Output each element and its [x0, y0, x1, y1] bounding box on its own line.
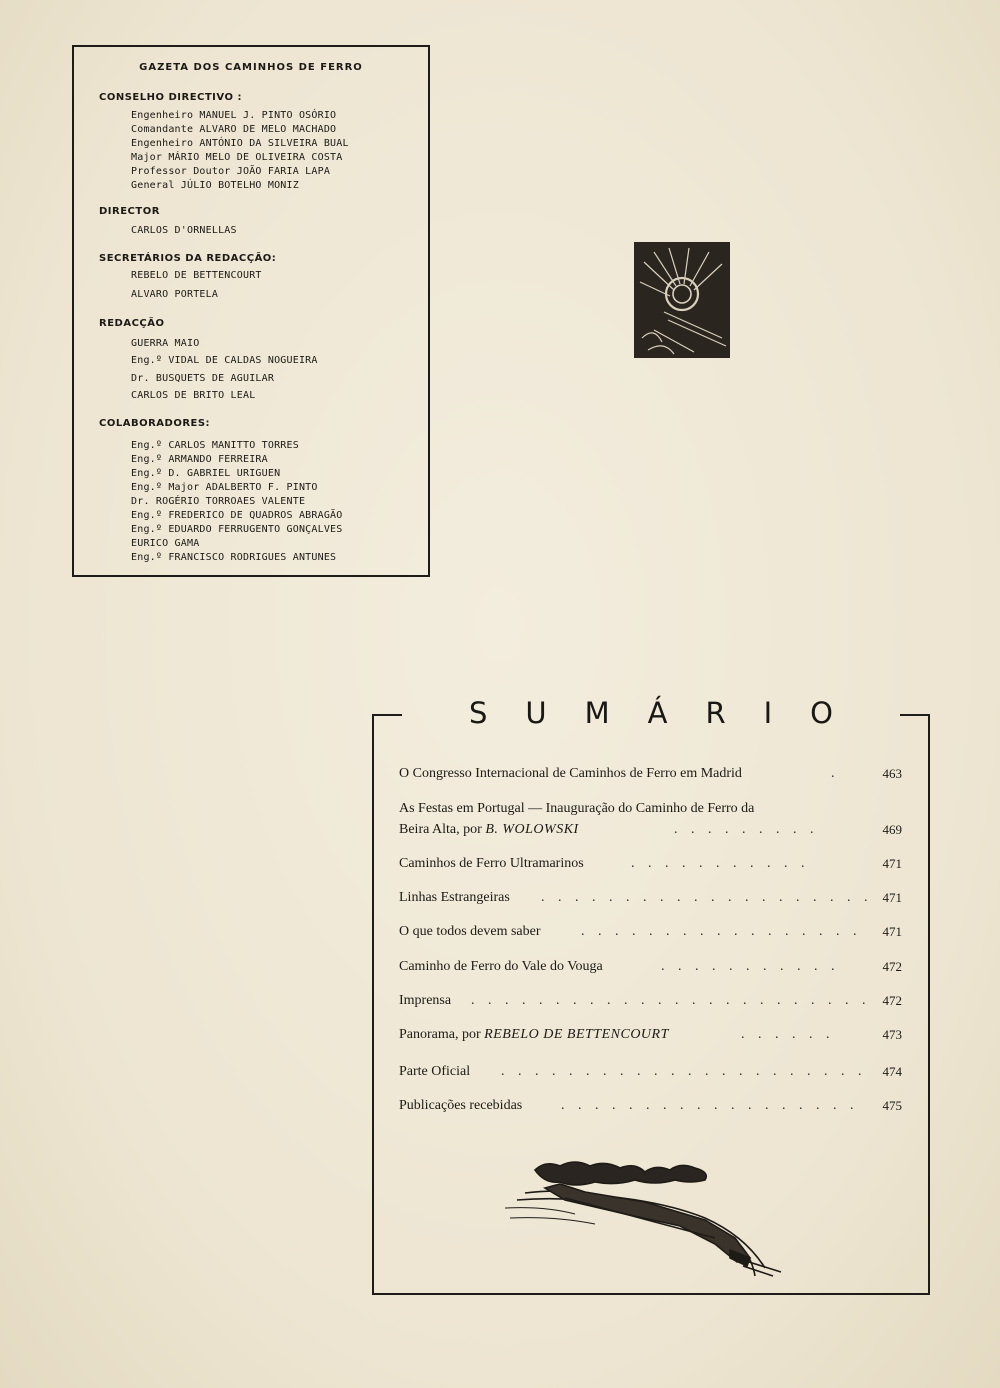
toc-leader-dots: . . . . . . . . . . .	[661, 959, 840, 974]
toc-item-author: REBELO DE BETTENCOURT	[484, 1027, 669, 1042]
toc-item-title: As Festas em Portugal — Inauguração do Caminho de Ferro da	[399, 801, 755, 816]
toc-item-page: 475	[882, 1098, 902, 1113]
section-label-colaboradores: COLABORADORES:	[99, 418, 211, 429]
staff-entry: Eng.º CARLOS MANITTO TORRES	[131, 440, 299, 451]
section-label-redaccao: REDACÇÃO	[99, 318, 165, 329]
toc-item-title: O Congresso Internacional de Caminhos de Ferro em Madrid	[399, 766, 742, 781]
toc-item-title: Imprensa	[399, 993, 452, 1008]
toc-item-page: 473	[882, 1027, 902, 1042]
staff-title: GAZETA DOS CAMINHOS DE FERRO	[139, 62, 363, 73]
staff-entry: Eng.º D. GABRIEL URIGUEN	[131, 468, 281, 479]
staff-entry: Major MÁRIO MELO DE OLIVEIRA COSTA	[131, 152, 343, 163]
toc-item-page: 471	[882, 890, 902, 905]
toc-item-title-cont: Beira Alta, por	[399, 822, 486, 837]
staff-entry: Comandante ALVARO DE MELO MACHADO	[131, 124, 337, 135]
toc-leader-dots: . . . . . . . . . . . . . . . . . . . .	[541, 890, 873, 905]
section-label-director: DIRECTOR	[99, 206, 160, 217]
toc-item-page: 469	[882, 822, 902, 837]
staff-entry: Eng.º FRANCISCO RODRIGUES ANTUNES	[131, 552, 337, 563]
staff-entry: Engenheiro ANTÓNIO DA SILVEIRA BUAL	[131, 138, 349, 149]
toc-item-title: Caminhos de Ferro Ultramarinos	[399, 856, 584, 871]
toc-item-title: O que todos devem saber	[399, 924, 541, 939]
toc-item-page: 471	[882, 924, 902, 939]
toc-leader-dots: . . . . . .	[741, 1027, 835, 1042]
toc-leader-dots: . . . . . . . . . . . . . . . . .	[581, 924, 862, 939]
toc-leader-dots: . . . . . . . . . . . . . . . . . . . . . .	[501, 1064, 867, 1079]
staff-entry: Eng.º VIDAL DE CALDAS NOGUEIRA	[131, 355, 318, 366]
staff-entry: Eng.º FREDERICO DE QUADROS ABRAGÃO	[131, 510, 343, 521]
section-label-secretarios: SECRETÁRIOS DA REDACÇÃO:	[99, 253, 277, 264]
toc-item-author: B. WOLOWSKI	[485, 822, 579, 837]
toc-leader-dots: .	[831, 766, 840, 781]
toc-item-page: 474	[882, 1064, 902, 1079]
section-label-conselho: CONSELHO DIRECTIVO :	[99, 92, 242, 103]
sumario-heading: SUMÁRIO	[468, 696, 872, 730]
locomotive-engraving	[634, 242, 730, 358]
toc-leader-dots: . . . . . . . . . . .	[631, 856, 810, 871]
train-illustration	[505, 1158, 795, 1278]
toc-leader-dots: . . . . . . . . . . . . . . . . . . . . . . . .	[471, 993, 871, 1008]
staff-entry: Dr. ROGÉRIO TORROAES VALENTE	[131, 496, 306, 507]
staff-entry: Eng.º EDUARDO FERRUGENTO GONÇALVES	[131, 524, 343, 535]
toc-leader-dots: . . . . . . . . .	[674, 822, 819, 837]
toc-item-title: Linhas Estrangeiras	[399, 890, 510, 905]
staff-entry: Dr. BUSQUETS DE AGUILAR	[131, 373, 275, 384]
toc-item-page: 472	[882, 959, 902, 974]
staff-entry: GUERRA MAIO	[131, 338, 200, 349]
staff-entry: Eng.º ARMANDO FERREIRA	[131, 454, 268, 465]
toc-item-title: Publicações recebidas	[399, 1098, 523, 1113]
staff-entry: Engenheiro MANUEL J. PINTO OSÓRIO	[131, 110, 337, 121]
staff-entry: ALVARO PORTELA	[131, 289, 219, 300]
toc-item-title: Parte Oficial	[399, 1064, 471, 1079]
staff-entry: CARLOS D'ORNELLAS	[131, 225, 237, 236]
toc-item-page: 463	[882, 766, 902, 781]
staff-entry: EURICO GAMA	[131, 538, 200, 549]
toc-item-title: Caminho de Ferro do Vale do Vouga	[399, 959, 603, 974]
staff-entry: Eng.º Major ADALBERTO F. PINTO	[131, 482, 318, 493]
staff-entry: General JÚLIO BOTELHO MONIZ	[131, 180, 299, 191]
staff-box	[72, 45, 430, 577]
toc-item-title: Panorama, por	[399, 1027, 485, 1042]
staff-entry: CARLOS DE BRITO LEAL	[131, 390, 256, 401]
toc-item-page: 472	[882, 993, 902, 1008]
staff-entry: REBELO DE BETTENCOURT	[131, 270, 262, 281]
toc-leader-dots: . . . . . . . . . . . . . . . . . .	[561, 1098, 859, 1113]
staff-entry: Professor Doutor JOÃO FARIA LAPA	[131, 166, 331, 177]
toc-item-page: 471	[882, 856, 902, 871]
